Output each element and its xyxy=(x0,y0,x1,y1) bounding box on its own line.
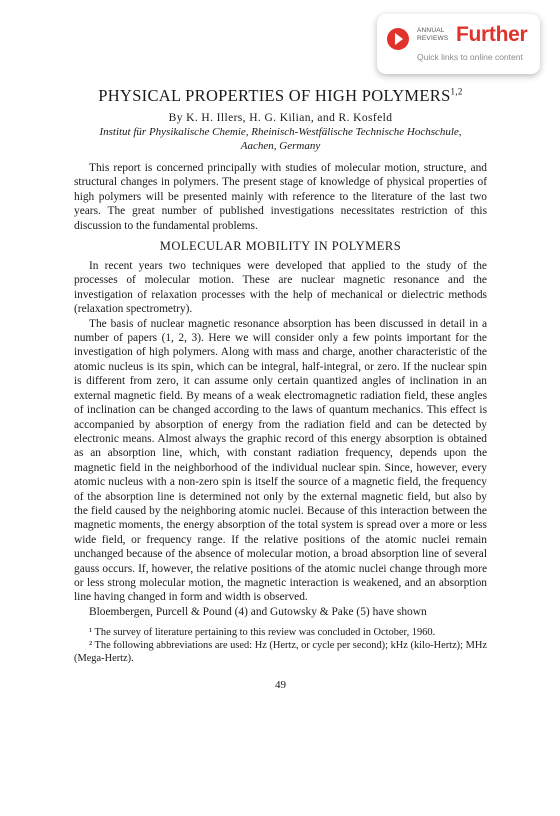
article-page xyxy=(74,86,487,691)
title-footnote-marks: 1,2 xyxy=(450,86,463,97)
footnotes xyxy=(74,626,487,665)
intro-paragraph: This report is concerned principally with studies of molecular motion, structure, and structural changes in polymers. The present stage of knowledge of physical properties of high polymers will be presented mainly with reference to the literature of the last two years. The great number of published investigations necessitates restriction of this discussion to the fundamental problems. xyxy=(74,162,487,232)
body-paragraph: Bloembergen, Purcell & Pound (4) and Gutowsky & Pake (5) have shown xyxy=(89,605,427,618)
article-authors: By K. H. Illers, H. G. Kilian, and R. Kosfeld xyxy=(168,112,393,124)
further-links-badge[interactable] xyxy=(377,14,540,74)
body-paragraph: The basis of nuclear magnetic resonance absorption has been discussed in detail in a number of papers (1, 2, 3). Here we will consider only a few points important for the investigation of high polymers. Along with mass and charge, another characteristic of the atomic nucleus is its spin, which can be integral, half-integral, or zero. If the nuclear spin is different from zero, it can assume only certain quantized angles of inclination in an external magnetic field. By means of a weak electromagnetic radiation field, these angles of inclination can be changed according to the laws of quantum mechanics. This effect is accompanied by absorption of energy from the radiation field and can be detected by electronic means. Almost always the graphic record of this energy absorption is obtained as an absorption line, which, with constant radiation frequency, depends upon the magnetic field in the neighborhood of the individual nuclear spin. Since, however, every atomic nucleus with a non-zero spin is itself the source of a magnetic field, the frequency of the absorption line is determined not only by the external magnetic field, but also by the field caused by the neighboring atomic nuclei. Because of this interaction between the magnetic moments, the energy absorption of the total system is spread over a more or less wide field, or frequency range. If the relative positions of the atomic nuclei remain unchanged because of the absence of molecular motion, a broad absorption line of several gauss occurs. If, however, the relative positions of the atomic nuclei change through more or less strong molecular motion, the magnetic interaction is weakened, and an absorption line having changed in form and width is observed. xyxy=(74,317,487,604)
article-title: PHYSICAL PROPERTIES OF HIGH POLYMERS$^{1,2}$ xyxy=(98,86,463,105)
further-label: Further xyxy=(456,23,528,46)
footnote: ² The following abbreviations are used: Hz (Hertz, or cycle per second); kHz (kilo-Hertz); MHz (Mega-Hertz). xyxy=(74,640,487,665)
body-paragraph: In recent years two techniques were developed that applied to the study of the processes of molecular motion. These are nuclear magnetic resonance and the investigation of relaxation processes with the help of mechanical or dielectric methods (relaxation spectrometry). xyxy=(74,260,487,316)
play-arrow-icon xyxy=(387,28,409,50)
author-affiliation: Institut für Physikalische Chemie, Rheinisch-Westfälische Technische Hochschule, Aachen, Germany xyxy=(99,126,462,152)
section-heading: MOLECULAR MOBILITY IN POLYMERS xyxy=(159,239,402,254)
further-subtitle: Quick links to online content xyxy=(417,52,523,62)
annual-reviews-logo: ANNUAL REVIEWS xyxy=(417,27,449,42)
footnote: ¹ The survey of literature pertaining to this review was concluded in October, 1960. xyxy=(89,627,436,639)
page-number: 49 xyxy=(275,679,286,692)
